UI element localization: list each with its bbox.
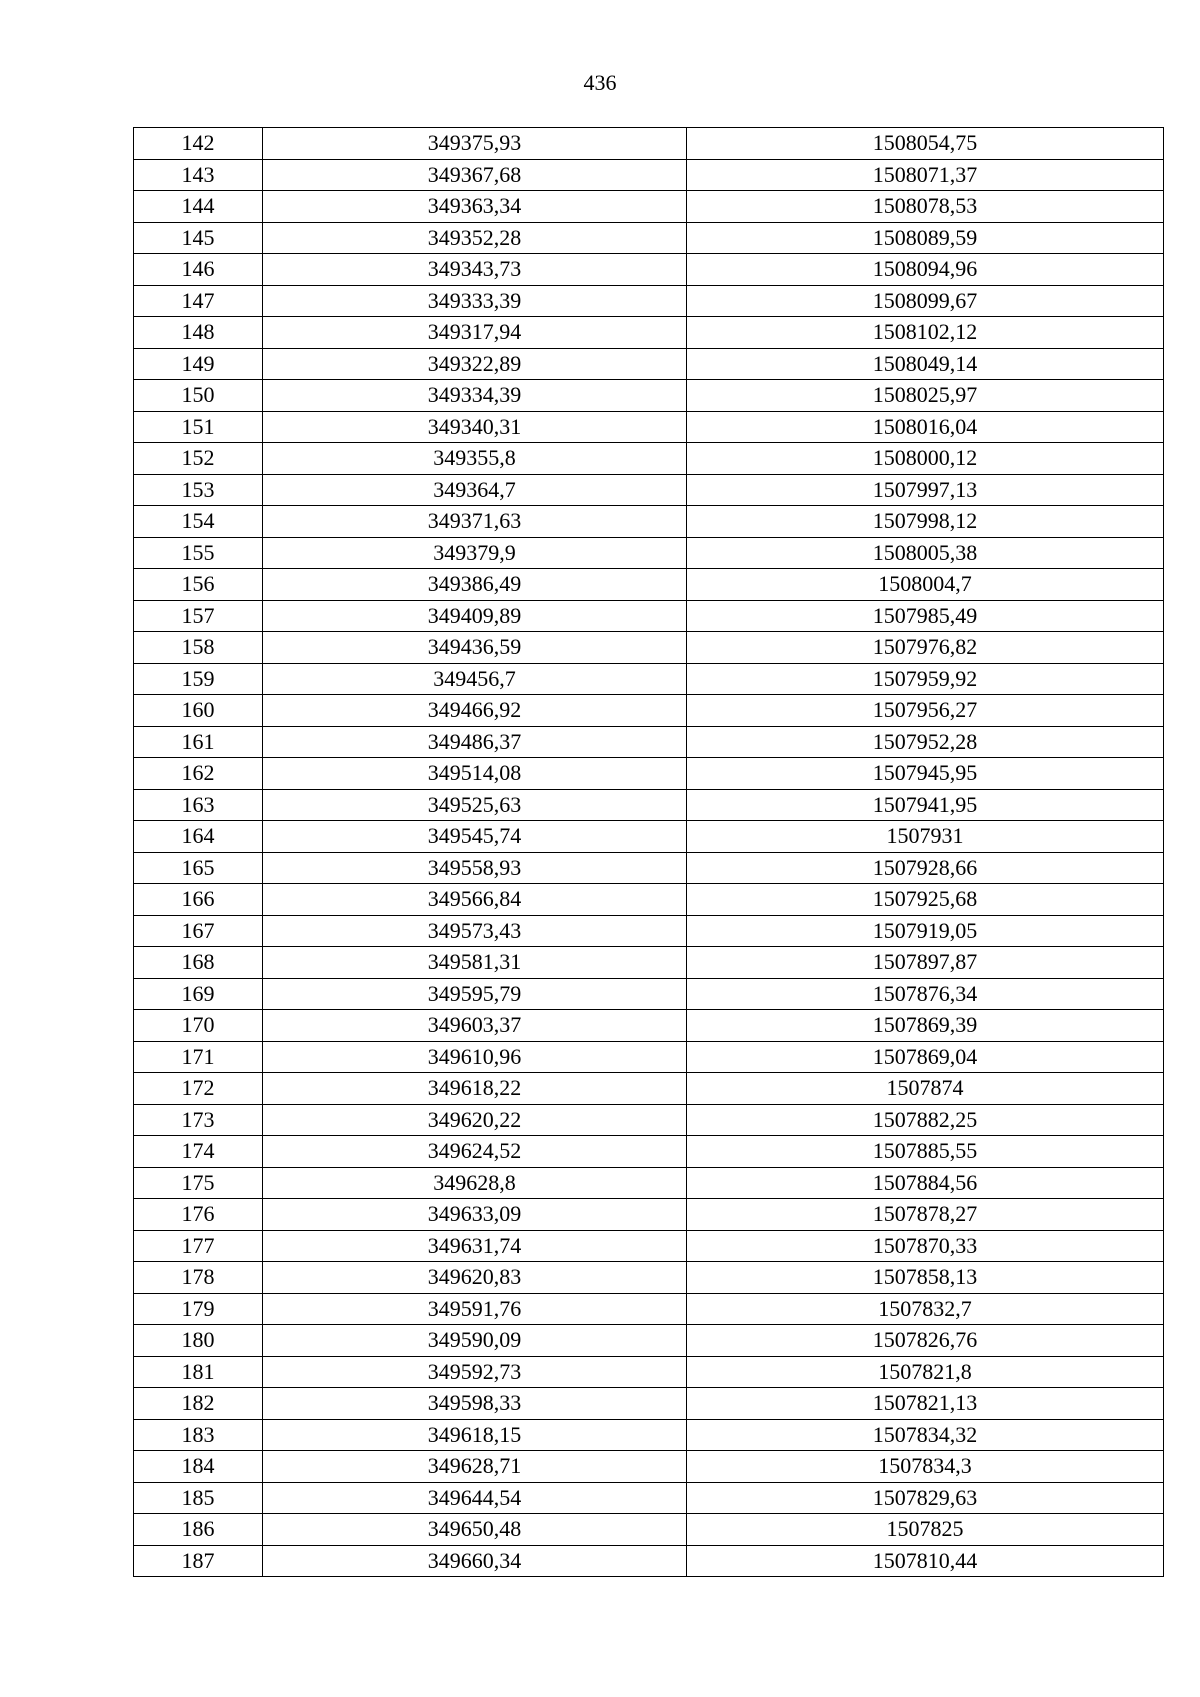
y-coordinate-cell: 1507869,04 <box>687 1041 1164 1073</box>
y-coordinate-cell: 1507882,25 <box>687 1104 1164 1136</box>
y-coordinate-cell: 1508004,7 <box>687 569 1164 601</box>
point-number-cell: 175 <box>134 1167 263 1199</box>
x-coordinate-cell: 349371,63 <box>263 506 687 538</box>
y-coordinate-cell: 1507821,8 <box>687 1356 1164 1388</box>
point-number-cell: 167 <box>134 915 263 947</box>
table-row <box>134 254 1164 286</box>
x-coordinate-cell: 349364,7 <box>263 474 687 506</box>
x-coordinate-cell: 349591,76 <box>263 1293 687 1325</box>
y-coordinate-cell: 1507876,34 <box>687 978 1164 1010</box>
y-coordinate-cell: 1507925,68 <box>687 884 1164 916</box>
point-number-cell: 161 <box>134 726 263 758</box>
table-row <box>134 821 1164 853</box>
point-number-cell: 180 <box>134 1325 263 1357</box>
x-coordinate-cell: 349436,59 <box>263 632 687 664</box>
y-coordinate-cell: 1507829,63 <box>687 1482 1164 1514</box>
table-row <box>134 1514 1164 1546</box>
y-coordinate-cell: 1507878,27 <box>687 1199 1164 1231</box>
table-row <box>134 1482 1164 1514</box>
y-coordinate-cell: 1508071,37 <box>687 159 1164 191</box>
y-coordinate-cell: 1507821,13 <box>687 1388 1164 1420</box>
table-row <box>134 726 1164 758</box>
y-coordinate-cell: 1507919,05 <box>687 915 1164 947</box>
point-number-cell: 185 <box>134 1482 263 1514</box>
table-row <box>134 600 1164 632</box>
point-number-cell: 150 <box>134 380 263 412</box>
point-number-cell: 153 <box>134 474 263 506</box>
x-coordinate-cell: 349566,84 <box>263 884 687 916</box>
point-number-cell: 142 <box>134 128 263 160</box>
y-coordinate-cell: 1508054,75 <box>687 128 1164 160</box>
table-row <box>134 1199 1164 1231</box>
point-number-cell: 156 <box>134 569 263 601</box>
x-coordinate-cell: 349581,31 <box>263 947 687 979</box>
point-number-cell: 181 <box>134 1356 263 1388</box>
point-number-cell: 143 <box>134 159 263 191</box>
x-coordinate-cell: 349334,39 <box>263 380 687 412</box>
y-coordinate-cell: 1508078,53 <box>687 191 1164 223</box>
x-coordinate-cell: 349618,22 <box>263 1073 687 1105</box>
point-number-cell: 184 <box>134 1451 263 1483</box>
y-coordinate-cell: 1508089,59 <box>687 222 1164 254</box>
table-row <box>134 663 1164 695</box>
table-row <box>134 411 1164 443</box>
x-coordinate-cell: 349620,83 <box>263 1262 687 1294</box>
y-coordinate-cell: 1508025,97 <box>687 380 1164 412</box>
y-coordinate-cell: 1507884,56 <box>687 1167 1164 1199</box>
y-coordinate-cell: 1507897,87 <box>687 947 1164 979</box>
y-coordinate-cell: 1508049,14 <box>687 348 1164 380</box>
table-row <box>134 128 1164 160</box>
table-row <box>134 222 1164 254</box>
x-coordinate-cell: 349558,93 <box>263 852 687 884</box>
table-row <box>134 159 1164 191</box>
x-coordinate-cell: 349343,73 <box>263 254 687 286</box>
point-number-cell: 182 <box>134 1388 263 1420</box>
x-coordinate-cell: 349386,49 <box>263 569 687 601</box>
table-row <box>134 191 1164 223</box>
y-coordinate-cell: 1507834,3 <box>687 1451 1164 1483</box>
table-row <box>134 947 1164 979</box>
point-number-cell: 172 <box>134 1073 263 1105</box>
x-coordinate-cell: 349409,89 <box>263 600 687 632</box>
point-number-cell: 186 <box>134 1514 263 1546</box>
x-coordinate-cell: 349618,15 <box>263 1419 687 1451</box>
x-coordinate-cell: 349486,37 <box>263 726 687 758</box>
point-number-cell: 166 <box>134 884 263 916</box>
y-coordinate-cell: 1507931 <box>687 821 1164 853</box>
table-row <box>134 1230 1164 1262</box>
y-coordinate-cell: 1507928,66 <box>687 852 1164 884</box>
x-coordinate-cell: 349375,93 <box>263 128 687 160</box>
point-number-cell: 144 <box>134 191 263 223</box>
y-coordinate-cell: 1507834,32 <box>687 1419 1164 1451</box>
point-number-cell: 178 <box>134 1262 263 1294</box>
x-coordinate-cell: 349466,92 <box>263 695 687 727</box>
y-coordinate-cell: 1507952,28 <box>687 726 1164 758</box>
point-number-cell: 183 <box>134 1419 263 1451</box>
table-row <box>134 537 1164 569</box>
table-row <box>134 1293 1164 1325</box>
table-row <box>134 474 1164 506</box>
table-row <box>134 1545 1164 1577</box>
x-coordinate-cell: 349633,09 <box>263 1199 687 1231</box>
x-coordinate-cell: 349355,8 <box>263 443 687 475</box>
point-number-cell: 158 <box>134 632 263 664</box>
y-coordinate-cell: 1508016,04 <box>687 411 1164 443</box>
coordinates-table-body <box>134 128 1164 1577</box>
table-row <box>134 506 1164 538</box>
table-row <box>134 380 1164 412</box>
table-row <box>134 978 1164 1010</box>
x-coordinate-cell: 349624,52 <box>263 1136 687 1168</box>
y-coordinate-cell: 1507870,33 <box>687 1230 1164 1262</box>
y-coordinate-cell: 1508094,96 <box>687 254 1164 286</box>
x-coordinate-cell: 349603,37 <box>263 1010 687 1042</box>
x-coordinate-cell: 349317,94 <box>263 317 687 349</box>
y-coordinate-cell: 1507945,95 <box>687 758 1164 790</box>
point-number-cell: 170 <box>134 1010 263 1042</box>
x-coordinate-cell: 349545,74 <box>263 821 687 853</box>
y-coordinate-cell: 1507869,39 <box>687 1010 1164 1042</box>
point-number-cell: 162 <box>134 758 263 790</box>
point-number-cell: 146 <box>134 254 263 286</box>
y-coordinate-cell: 1507997,13 <box>687 474 1164 506</box>
x-coordinate-cell: 349573,43 <box>263 915 687 947</box>
x-coordinate-cell: 349322,89 <box>263 348 687 380</box>
table-row <box>134 758 1164 790</box>
y-coordinate-cell: 1507959,92 <box>687 663 1164 695</box>
x-coordinate-cell: 349590,09 <box>263 1325 687 1357</box>
x-coordinate-cell: 349363,34 <box>263 191 687 223</box>
point-number-cell: 151 <box>134 411 263 443</box>
y-coordinate-cell: 1507941,95 <box>687 789 1164 821</box>
x-coordinate-cell: 349610,96 <box>263 1041 687 1073</box>
point-number-cell: 159 <box>134 663 263 695</box>
table-row <box>134 1262 1164 1294</box>
x-coordinate-cell: 349631,74 <box>263 1230 687 1262</box>
table-row <box>134 884 1164 916</box>
point-number-cell: 160 <box>134 695 263 727</box>
point-number-cell: 173 <box>134 1104 263 1136</box>
table-row <box>134 789 1164 821</box>
y-coordinate-cell: 1507826,76 <box>687 1325 1164 1357</box>
y-coordinate-cell: 1507810,44 <box>687 1545 1164 1577</box>
table-row <box>134 1136 1164 1168</box>
x-coordinate-cell: 349352,28 <box>263 222 687 254</box>
point-number-cell: 148 <box>134 317 263 349</box>
table-row <box>134 915 1164 947</box>
point-number-cell: 147 <box>134 285 263 317</box>
x-coordinate-cell: 349650,48 <box>263 1514 687 1546</box>
point-number-cell: 176 <box>134 1199 263 1231</box>
x-coordinate-cell: 349620,22 <box>263 1104 687 1136</box>
table-row <box>134 1167 1164 1199</box>
x-coordinate-cell: 349367,68 <box>263 159 687 191</box>
table-row <box>134 1451 1164 1483</box>
point-number-cell: 187 <box>134 1545 263 1577</box>
x-coordinate-cell: 349340,31 <box>263 411 687 443</box>
y-coordinate-cell: 1507976,82 <box>687 632 1164 664</box>
point-number-cell: 168 <box>134 947 263 979</box>
point-number-cell: 154 <box>134 506 263 538</box>
point-number-cell: 165 <box>134 852 263 884</box>
point-number-cell: 174 <box>134 1136 263 1168</box>
x-coordinate-cell: 349595,79 <box>263 978 687 1010</box>
x-coordinate-cell: 349592,73 <box>263 1356 687 1388</box>
table-row <box>134 1010 1164 1042</box>
table-row <box>134 1419 1164 1451</box>
coordinates-table <box>133 127 1164 1577</box>
point-number-cell: 145 <box>134 222 263 254</box>
x-coordinate-cell: 349456,7 <box>263 663 687 695</box>
table-row <box>134 1356 1164 1388</box>
y-coordinate-cell: 1507956,27 <box>687 695 1164 727</box>
page-number: 436 <box>583 70 617 95</box>
point-number-cell: 152 <box>134 443 263 475</box>
y-coordinate-cell: 1507885,55 <box>687 1136 1164 1168</box>
table-row <box>134 1104 1164 1136</box>
point-number-cell: 177 <box>134 1230 263 1262</box>
table-row <box>134 1325 1164 1357</box>
point-number-cell: 169 <box>134 978 263 1010</box>
table-row <box>134 695 1164 727</box>
y-coordinate-cell: 1507858,13 <box>687 1262 1164 1294</box>
point-number-cell: 163 <box>134 789 263 821</box>
table-row <box>134 1388 1164 1420</box>
table-row <box>134 632 1164 664</box>
x-coordinate-cell: 349514,08 <box>263 758 687 790</box>
x-coordinate-cell: 349660,34 <box>263 1545 687 1577</box>
point-number-cell: 157 <box>134 600 263 632</box>
x-coordinate-cell: 349628,8 <box>263 1167 687 1199</box>
y-coordinate-cell: 1507832,7 <box>687 1293 1164 1325</box>
y-coordinate-cell: 1507874 <box>687 1073 1164 1105</box>
table-row <box>134 1073 1164 1105</box>
point-number-cell: 155 <box>134 537 263 569</box>
y-coordinate-cell: 1508102,12 <box>687 317 1164 349</box>
y-coordinate-cell: 1508005,38 <box>687 537 1164 569</box>
y-coordinate-cell: 1507985,49 <box>687 600 1164 632</box>
y-coordinate-cell: 1507825 <box>687 1514 1164 1546</box>
table-row <box>134 569 1164 601</box>
point-number-cell: 164 <box>134 821 263 853</box>
table-row <box>134 443 1164 475</box>
x-coordinate-cell: 349379,9 <box>263 537 687 569</box>
y-coordinate-cell: 1508099,67 <box>687 285 1164 317</box>
x-coordinate-cell: 349628,71 <box>263 1451 687 1483</box>
y-coordinate-cell: 1507998,12 <box>687 506 1164 538</box>
point-number-cell: 149 <box>134 348 263 380</box>
table-row <box>134 317 1164 349</box>
table-row <box>134 852 1164 884</box>
x-coordinate-cell: 349644,54 <box>263 1482 687 1514</box>
x-coordinate-cell: 349598,33 <box>263 1388 687 1420</box>
table-row <box>134 348 1164 380</box>
table-row <box>134 1041 1164 1073</box>
point-number-cell: 171 <box>134 1041 263 1073</box>
point-number-cell: 179 <box>134 1293 263 1325</box>
x-coordinate-cell: 349525,63 <box>263 789 687 821</box>
table-row <box>134 285 1164 317</box>
x-coordinate-cell: 349333,39 <box>263 285 687 317</box>
y-coordinate-cell: 1508000,12 <box>687 443 1164 475</box>
